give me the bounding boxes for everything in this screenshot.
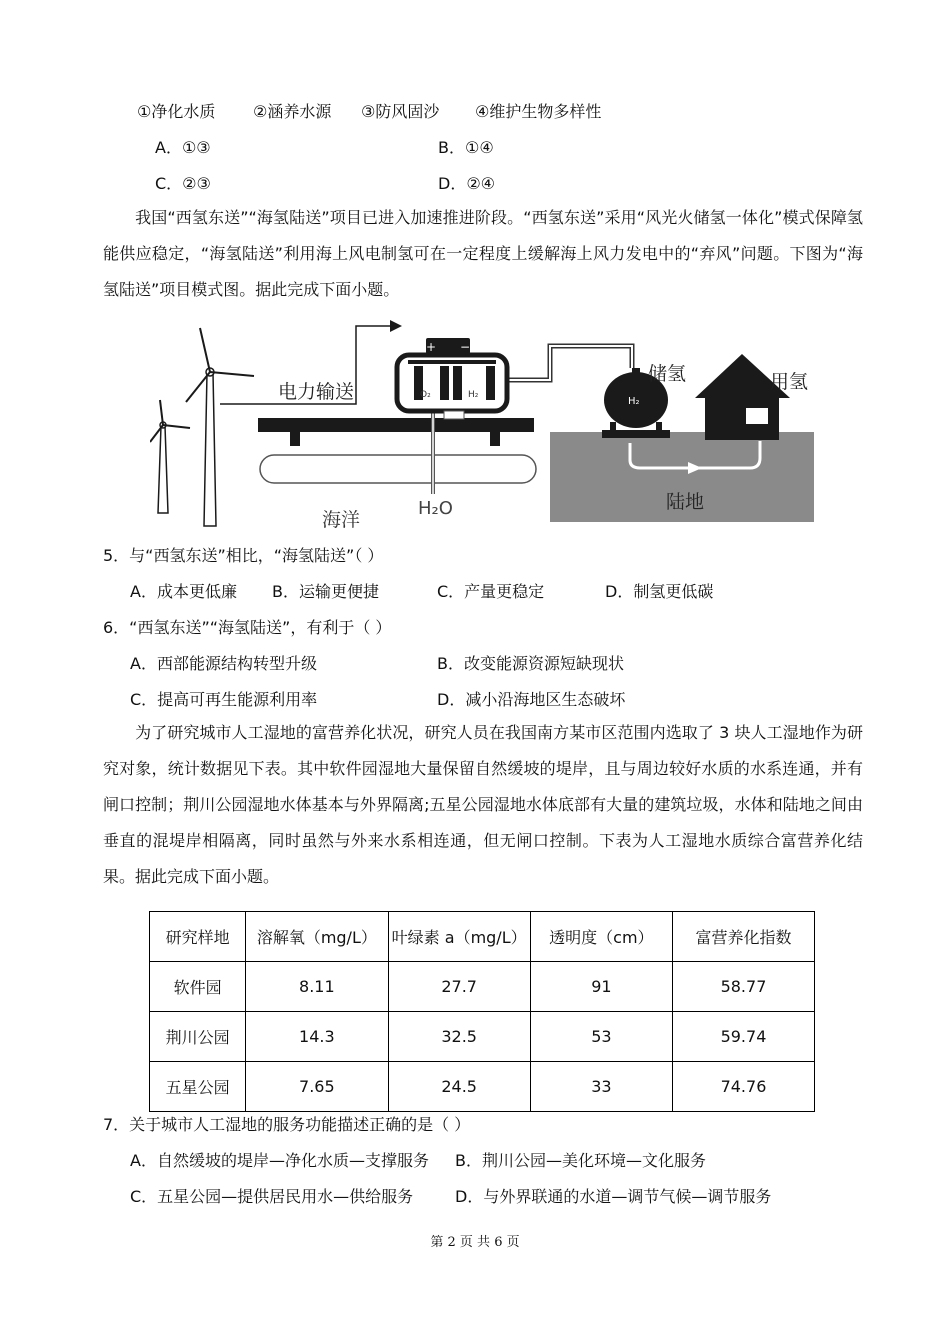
- passage-hydrogen-text: 我国“西氢东送”“海氢陆送”项目已进入加速推进阶段。“西氢东送”采用“风光火储氢一体化”模式保障氢能供应稳定，“海氢陆送”利用海上风电制氢可在一定程度上缓解海上风力发电中的“弃风”问题。下图为“海氢陆送”项目模式图。据此完成下面小题。: [103, 208, 863, 299]
- o2-label: O₂: [420, 390, 431, 400]
- q7-option-c[interactable]: C．五星公园—提供居民用水—供给服务: [130, 1187, 414, 1206]
- table-cell: 58.77: [672, 962, 814, 1012]
- table-cell: 荆川公园: [150, 1012, 246, 1062]
- table-row: [150, 1062, 815, 1112]
- q6-stem: 6．“西氢东送”“海氢陆送”，有利于（ ）: [103, 618, 392, 637]
- q4-statement-2: ②涵养水源: [253, 102, 332, 121]
- land-label: 陆地: [666, 491, 705, 513]
- tank-label: H₂: [628, 396, 640, 407]
- battery-minus: −: [460, 340, 471, 354]
- q5-stem: 5．与“西氢东送”相比，“海氢陆送”（ ）: [103, 546, 384, 565]
- table-cell: 33: [530, 1062, 672, 1112]
- table-cell: 59.74: [672, 1012, 814, 1062]
- wind-turbine-large-icon: [204, 373, 216, 526]
- passage-wetland-text: 为了研究城市人工湿地的富营养化状况，研究人员在我国南方某市区范围内选取了 3 块人工湿地作为研究对象，统计数据见下表。其中软件园湿地大量保留自然缓坡的堤岸，且与周边较好水质的水系连通，并有闸口控制；荆川公园湿地水体基本与外界隔离;五星公园湿地水体底部有大量的建筑垃圾，水体和陆地之间由垂直的混堤岸相隔离，同时虽然与外来水系相连通，但无闸口控制。下表为人工湿地水质综合富营养化结果。据此完成下面小题。: [103, 723, 863, 886]
- table-cell: 53: [530, 1012, 672, 1062]
- q6-option-a[interactable]: A．西部能源结构转型升级: [130, 654, 317, 673]
- h2-label: H₂: [468, 390, 479, 400]
- table-cell: 74.76: [672, 1062, 814, 1112]
- table-header-row: [150, 912, 815, 962]
- table-cell: 24.5: [388, 1062, 530, 1112]
- q5-option-a[interactable]: A．成本更低廉: [130, 582, 237, 601]
- power-label: 电力输送: [278, 381, 355, 403]
- battery-plus: +: [426, 340, 437, 354]
- table-header-cell: 富营养化指数: [672, 912, 814, 962]
- table-header-cell: 透明度（cm）: [530, 912, 672, 962]
- house-window: [746, 408, 768, 424]
- storage-label: 储氢: [648, 363, 687, 385]
- q5-option-d[interactable]: D．制氢更低碳: [605, 582, 714, 601]
- q4-option-d[interactable]: D．②④: [438, 174, 496, 193]
- q7-option-a[interactable]: A．自然缓坡的堤岸—净化水质—支撑服务: [130, 1151, 429, 1170]
- use-label: 用氢: [770, 371, 809, 393]
- passage-hydrogen: [103, 200, 863, 308]
- table-header-cell: 研究样地: [150, 912, 246, 962]
- passage-wetland: [103, 715, 863, 895]
- power-arrow-head: [390, 320, 402, 332]
- q7-option-b[interactable]: B．荆川公园—美化环境—文化服务: [455, 1151, 706, 1170]
- hydrogen-figure: [150, 318, 820, 534]
- table-cell: 14.3: [246, 1012, 388, 1062]
- hydrogen-pipe: [507, 346, 632, 380]
- table-cell: 27.7: [388, 962, 530, 1012]
- page-footer: 第 2 页 共 6 页: [430, 1235, 520, 1250]
- q4-option-b[interactable]: B．①④: [438, 138, 494, 157]
- q6-option-b[interactable]: B．改变能源资源短缺现状: [437, 654, 624, 673]
- q4-statement-4: ④维护生物多样性: [475, 102, 602, 121]
- wetland-table: [149, 911, 815, 1112]
- table-cell: 软件园: [150, 962, 246, 1012]
- q4-statement-1: ①净化水质: [137, 102, 216, 121]
- q7-stem: 7．关于城市人工湿地的服务功能描述正确的是（ ）: [103, 1115, 471, 1134]
- table-cell: 7.65: [246, 1062, 388, 1112]
- q6-option-d[interactable]: D．减小沿海地区生态破坏: [437, 690, 626, 709]
- wind-turbine-small-icon: [158, 426, 168, 513]
- table-header-cell: 溶解氧（mg/L）: [246, 912, 388, 962]
- table-cell: 91: [530, 962, 672, 1012]
- q6-option-c[interactable]: C．提高可再生能源利用率: [130, 690, 318, 709]
- table-cell: 五星公园: [150, 1062, 246, 1112]
- ocean-label: 海洋: [322, 509, 361, 531]
- platform-deck: [258, 418, 534, 432]
- table-header-cell: 叶绿素 a（mg/L）: [388, 912, 530, 962]
- q5-option-c[interactable]: C．产量更稳定: [437, 582, 545, 601]
- q4-statement-3: ③防风固沙: [361, 102, 440, 121]
- table-row: [150, 962, 815, 1012]
- q4-option-c[interactable]: C．②③: [155, 174, 211, 193]
- platform-float: [260, 455, 536, 483]
- table-cell: 8.11: [246, 962, 388, 1012]
- water-label: H₂O: [418, 498, 453, 519]
- q7-option-d[interactable]: D．与外界联通的水道—调节气候—调节服务: [455, 1187, 772, 1206]
- table-row: [150, 1012, 815, 1062]
- table-cell: 32.5: [388, 1012, 530, 1062]
- q5-option-b[interactable]: B．运输更便捷: [272, 582, 379, 601]
- q4-option-a[interactable]: A．①③: [155, 138, 211, 157]
